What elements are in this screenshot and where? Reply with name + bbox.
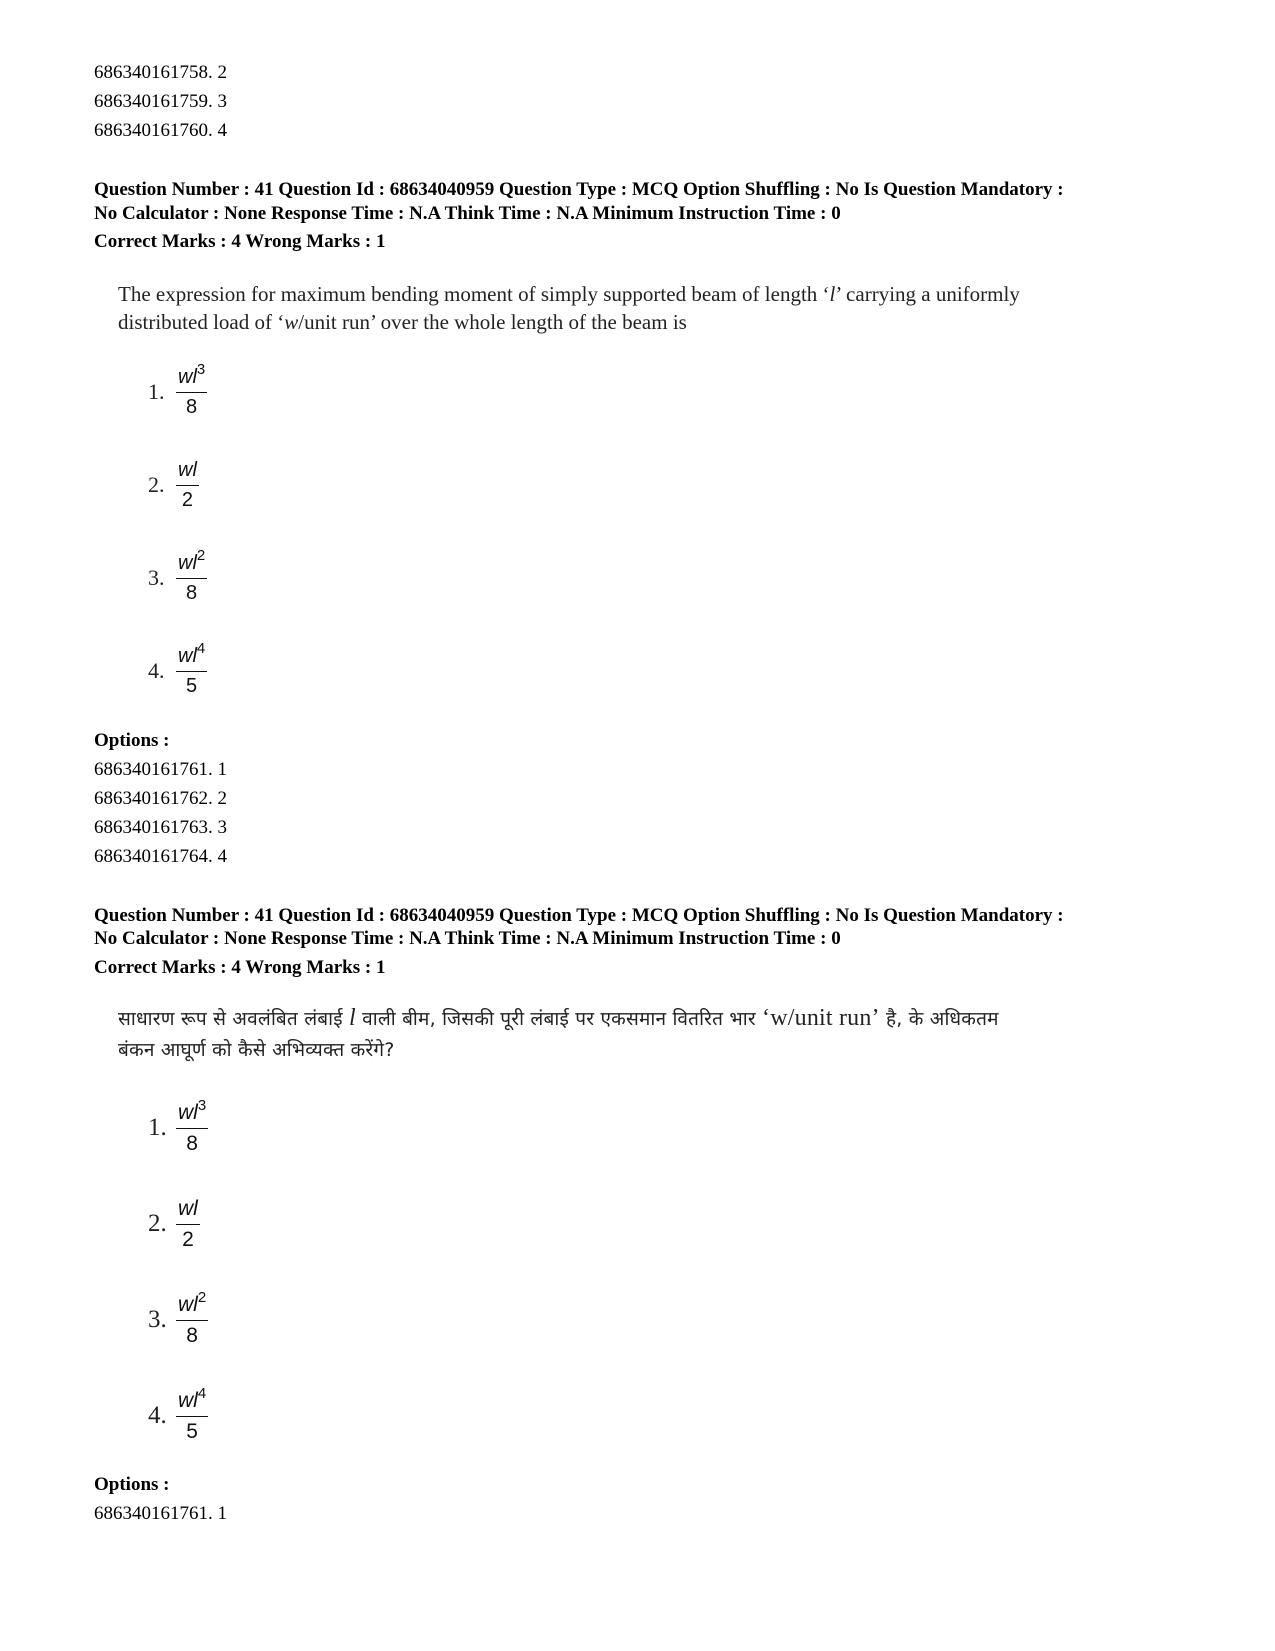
option-id-line: 686340161763. 3: [94, 816, 227, 838]
question-meta-line: Question Number : 41 Question Id : 68634040959 Question Type : MCQ Option Shuffling : No Is Question Mandatory :: [94, 179, 1064, 200]
option-id-line: 686340161764. 4: [94, 845, 227, 867]
marks-line: Correct Marks : 4 Wrong Marks : 1: [94, 231, 386, 252]
fraction: $\frac{wl^3}{8}$: [178, 360, 206, 418]
fraction: $\frac{wl^4}{5}$: [178, 639, 206, 697]
options-label: Options :: [94, 729, 170, 751]
answer-choice: 2. $\frac{wl}{2}$: [148, 1196, 198, 1251]
option-id-line: 686340161761. 1: [94, 1503, 227, 1524]
answer-choices: [94, 1080, 1204, 1464]
answer-choice: 2. $\frac{wl}{2}$: [148, 458, 197, 511]
question-text: साधारण रूप से अवलंबित लंबाई l वाली बीम, जिसकी पूरी लंबाई पर एकसमान वितरित भार ‘w/unit run’ है, के अधिकतम बंकन आघूर्ण को कैसे अभिव्यक्त करेंगे?: [118, 1005, 999, 1061]
option-id-line: 686340161760. 4: [94, 120, 227, 141]
question-block-english: [94, 178, 1204, 871]
answer-choice: 4. $\frac{wl^4}{5}$: [148, 1384, 207, 1443]
question-text: The expression for maximum bending moment of simply supported beam of length ‘l’ carrying a uniformly distributed load of ‘w/unit run’ over the whole length of the beam is: [118, 281, 1020, 334]
answer-choices: [94, 346, 1204, 718]
question-meta-line: No Calculator : None Response Time : N.A Think Time : N.A Minimum Instruction Time : 0: [94, 928, 841, 949]
question-meta-line: No Calculator : None Response Time : N.A Think Time : N.A Minimum Instruction Time : 0: [94, 202, 841, 224]
fraction: $\frac{wl^3}{8}$: [178, 1096, 207, 1155]
answer-choice: 1. $\frac{wl^3}{8}$: [148, 360, 206, 418]
question-block-hindi: [94, 904, 1204, 1529]
answer-choice: 3. $\frac{wl^2}{8}$: [148, 546, 206, 604]
previous-option-list: [94, 58, 1204, 145]
answer-choice: 1. $\frac{wl^3}{8}$: [148, 1096, 207, 1155]
options-label: Options :: [94, 1474, 170, 1495]
option-id-line: 686340161761. 1: [94, 758, 227, 780]
fraction: $\frac{wl}{2}$: [178, 1196, 198, 1251]
document-page: [94, 58, 1204, 1528]
option-id-line: 686340161762. 2: [94, 787, 227, 809]
question-meta-line: Question Number : 41 Question Id : 68634040959 Question Type : MCQ Option Shuffling : No Is Question Mandatory :: [94, 904, 1064, 926]
marks-line: Correct Marks : 4 Wrong Marks : 1: [94, 956, 386, 978]
answer-choice: 4. $\frac{wl^4}{5}$: [148, 639, 206, 697]
fraction: $\frac{wl^2}{8}$: [178, 546, 206, 604]
option-id-line: 686340161759. 3: [94, 91, 227, 112]
fraction: $\frac{wl^2}{8}$: [178, 1288, 207, 1347]
fraction: $\frac{wl^4}{5}$: [178, 1384, 207, 1443]
option-id-line: 686340161758. 2: [94, 62, 227, 83]
fraction: $\frac{wl}{2}$: [178, 458, 197, 511]
answer-choice: 3. $\frac{wl^2}{8}$: [148, 1288, 207, 1347]
